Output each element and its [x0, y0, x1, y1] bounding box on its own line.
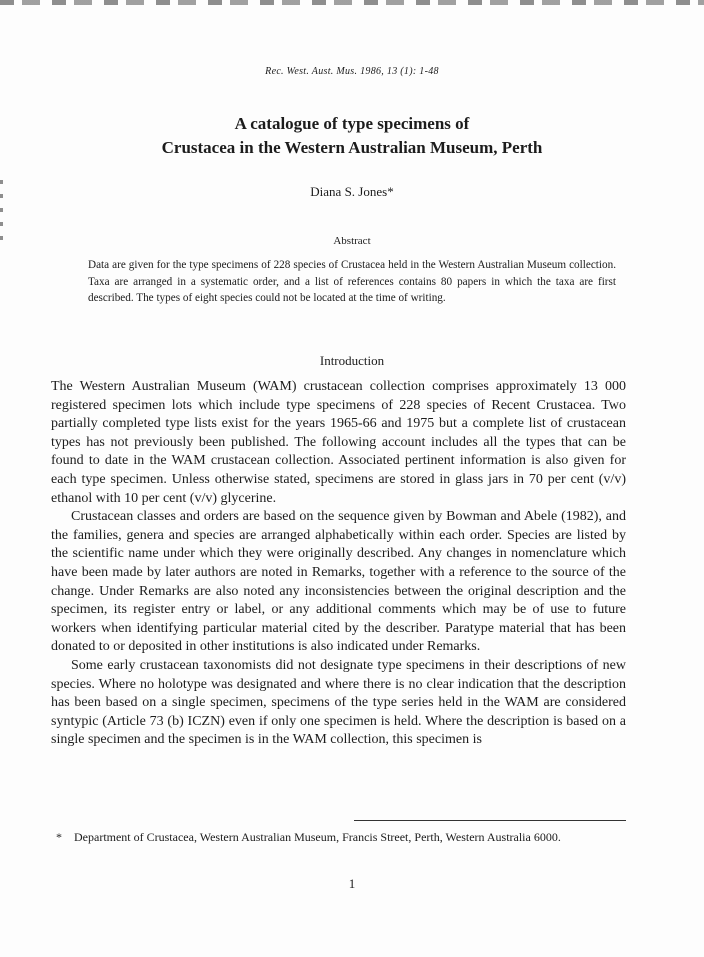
paragraph: Crustacean classes and orders are based on the sequence given by Bowman and Abele (1982), and the families, genera and species are arranged alphabetically within each order. Species are listed by the scientific name under which they were originally described. Any changes in nomenclature which have been made by later authors are noted in Remarks, together with a reference to the source of the change. Under Remarks are also noted any inconsistencies between the original description and the specimen, its register entry or label, or any additional comments which may be of use to future workers when identifying particular material cited by the describer. Paratype material that has been donated to or deposited in other institutions is also indicated under Remarks. [51, 509, 626, 655]
title-line-2: Crustacea in the Western Australian Museum, Perth [161, 138, 543, 157]
paragraph: Some early crustacean taxonomists did not designate type specimens in their descriptions of new species. Where no holotype was designated and where there is no clear indication that the description has been based on a single specimen, specimens of the type series held in the WAM are considered syntypic (Article 73 (b) ICZN) even if only one specimen is held. Where the description is based on a single specimen and the specimen is in the WAM collection, this specimen is [51, 657, 626, 748]
introduction-heading: Introduction [319, 353, 385, 368]
footnote [56, 829, 626, 846]
footnote-mark: * [56, 830, 62, 844]
footnote-divider [354, 820, 626, 821]
title-line-1: A catalogue of type specimens of [234, 114, 470, 133]
abstract-text: Data are given for the type specimens of 228 species of Crustacea held in the Western Australian Museum collection. Taxa are arranged in a systematic order, and a list of references contains 80 papers in which the taxa are first described. The types of eight species could not be located at the time of writing. [88, 259, 616, 304]
introduction-body [51, 378, 626, 750]
footnote-text: Department of Crustacea, Western Australian Museum, Francis Street, Perth, Western Australia 6000. [74, 830, 561, 844]
paragraph: The Western Australian Museum (WAM) crustacean collection comprises approximately 13 000 registered specimen lots which include type specimens of 228 species of Recent Crustacea. Two partially completed type lists exist for the years 1965-66 and 1975 but a complete list of crustacean types has not previously been published. The following account includes all the types that can be found to date in the WAM crustacean collection. Associated pertinent information is also given for each type specimen. Unless otherwise stated, specimens are stored in glass jars in 70 per cent (v/v) ethanol with 10 per cent (v/v) glycerine. [51, 379, 626, 506]
author-name: Diana S. Jones* [310, 184, 394, 199]
paper-title [80, 112, 624, 160]
page-number: 1 [348, 876, 356, 891]
scan-edge-artifact [0, 0, 704, 5]
journal-reference: Rec. West. Aust. Mus. 1986, 13 (1): 1-48 [265, 66, 439, 77]
abstract-heading: Abstract [333, 235, 371, 247]
